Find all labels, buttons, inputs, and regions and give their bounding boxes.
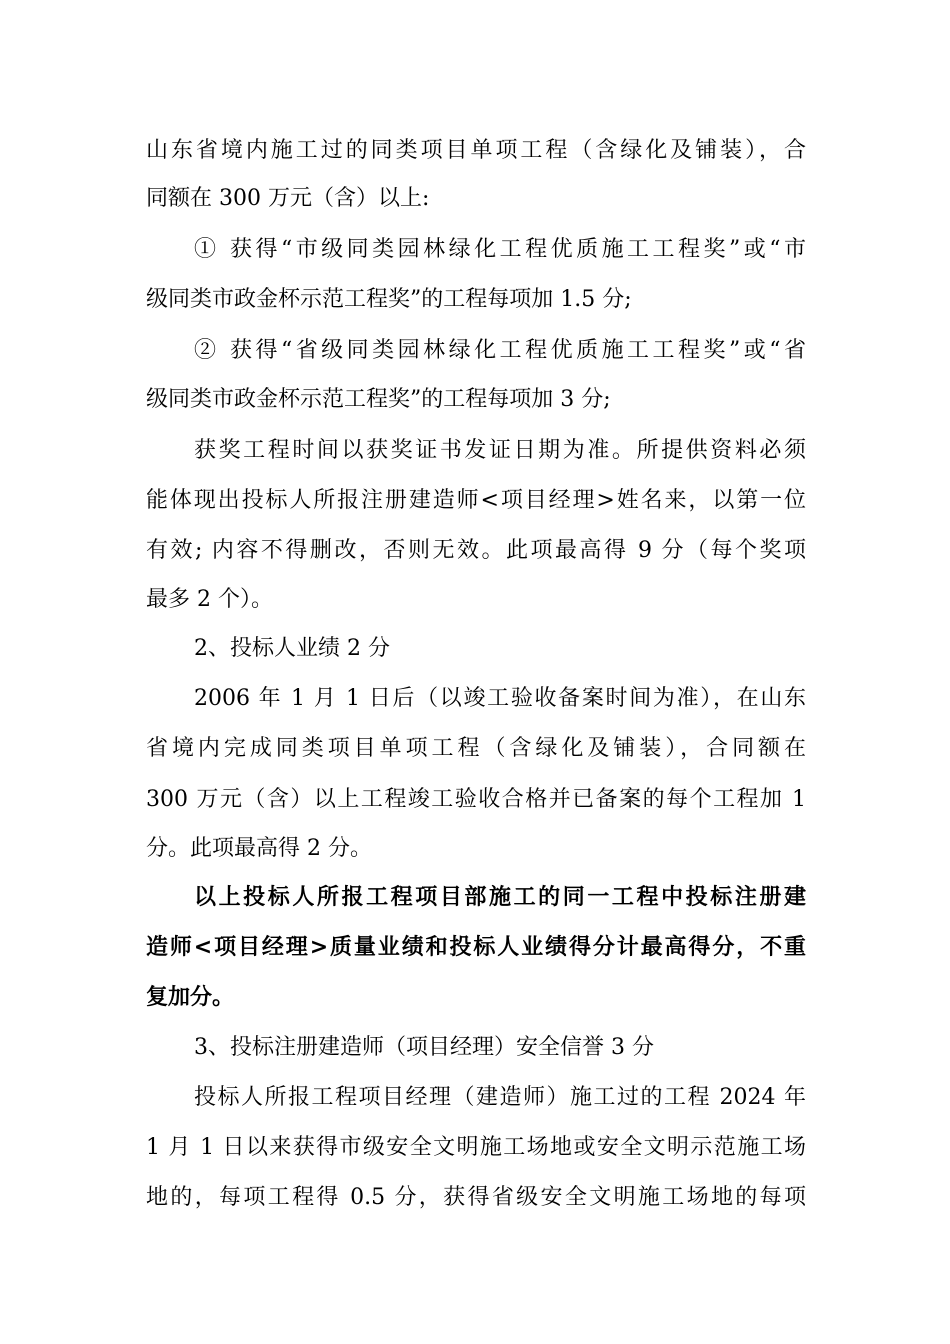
text-line-8: 能体现出投标人所报注册建造师<项目经理>姓名来，以第一位 (146, 488, 806, 513)
text-line-11: 2、投标人业绩 2 分 (194, 636, 390, 661)
text-line-6: 级同类市政金杯示范工程奖”的工程每项加 3 分; (146, 387, 611, 412)
bold-text-line-1: 以上投标人所报工程项目部施工的同一工程中投标注册建 (194, 885, 806, 910)
text-line-16: 3、投标注册建造师（项目经理）安全信誉 3 分 (194, 1035, 654, 1060)
text-line-12: 2006 年 1 月 1 日后（以竣工验收备案时间为准），在山东 (194, 686, 806, 711)
text-line-3: ① 获得“市级同类园林绿化工程优质施工工程奖”或“市 (194, 237, 806, 262)
text-line-13: 省境内完成同类项目单项工程（含绿化及铺装），合同额在 (146, 736, 806, 761)
bold-text-line-3: 复加分。 (146, 985, 235, 1010)
text-line-19: 地的，每项工程得 0.5 分，获得省级安全文明施工场地的每项 (146, 1185, 806, 1210)
text-line-14: 300 万元（含）以上工程竣工验收合格并已备案的每个工程加 1 (146, 787, 806, 812)
text-line-15: 分。此项最高得 2 分。 (146, 836, 372, 861)
text-line-7: 获奖工程时间以获奖证书发证日期为准。所提供资料必须 (194, 438, 806, 463)
bold-text-line-2: 造师<项目经理>质量业绩和投标人业绩得分计最高得分，不重 (146, 935, 806, 960)
text-line-2: 同额在 300 万元（含）以上: (146, 186, 430, 211)
text-line-5: ② 获得“省级同类园林绿化工程优质施工工程奖”或“省 (194, 338, 806, 363)
text-line-9: 有效; 内容不得删改，否则无效。此项最高得 9 分（每个奖项 (146, 538, 806, 563)
text-line-1: 山东省境内施工过的同类项目单项工程（含绿化及铺装），合 (146, 138, 806, 163)
text-line-17: 投标人所报工程项目经理（建造师）施工过的工程 2024 年 (194, 1085, 806, 1110)
text-line-18: 1 月 1 日以来获得市级安全文明施工场地或安全文明示范施工场 (146, 1135, 806, 1160)
text-line-4: 级同类市政金杯示范工程奖”的工程每项加 1.5 分; (146, 287, 632, 312)
text-line-10: 最多 2 个）。 (146, 587, 273, 612)
